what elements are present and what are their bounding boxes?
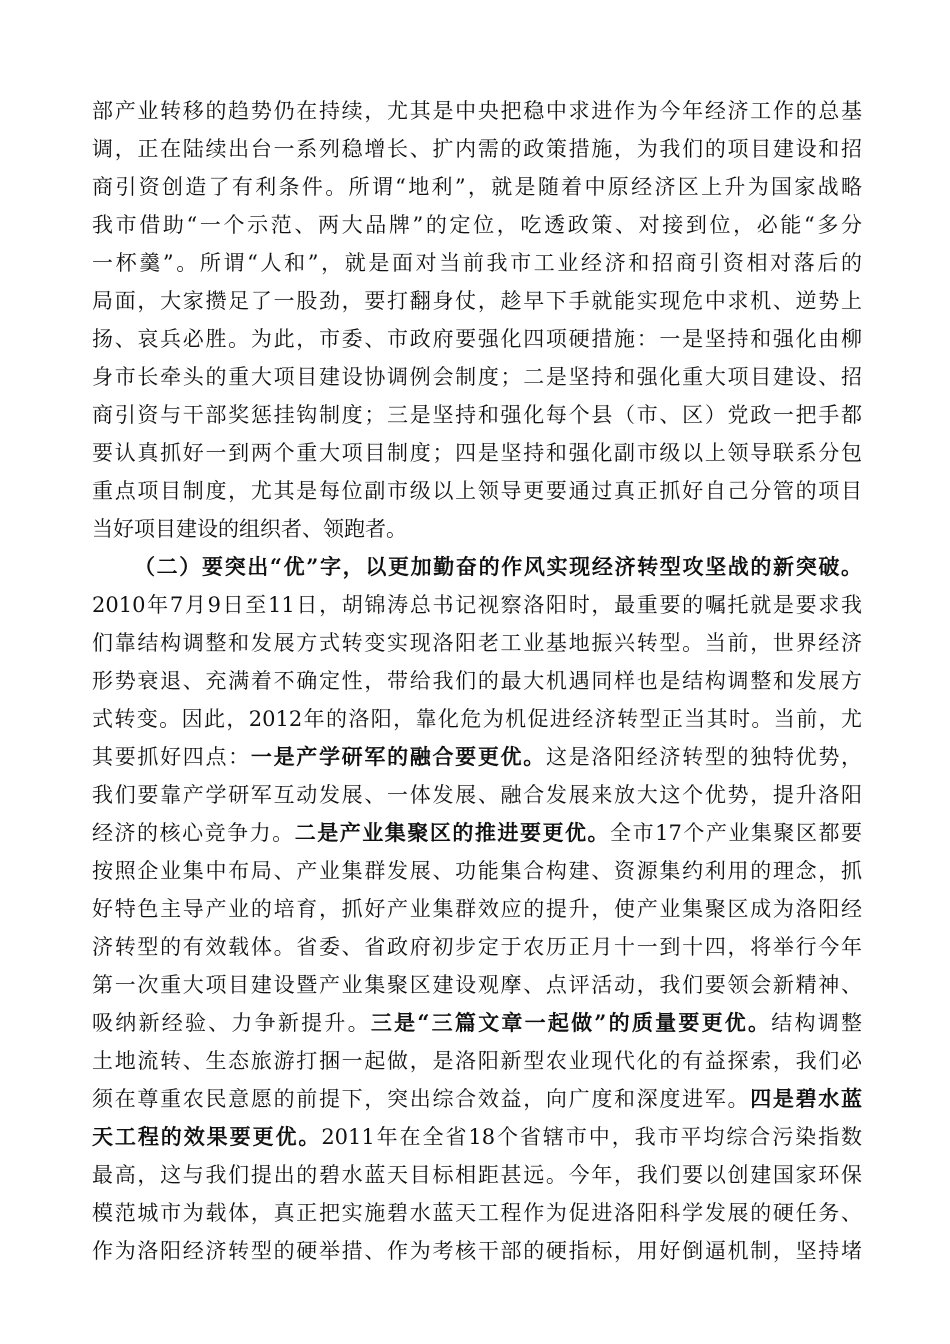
paragraph-line: 局面，大家攒足了一股劲，要打翻身仗，趁早下手就能实现危中求机、逆势上: [92, 289, 862, 313]
paragraph-line: 模范城市为载体，真正把实施碧水蓝天工程作为促进洛阳科学发展的硬任务、: [92, 1201, 862, 1225]
paragraph-line: 我们要靠产学研军互动发展、一体发展、融合发展来放大这个优势，提升洛阳: [92, 783, 862, 807]
section-heading: （二）要突出“优”字，以更加勤奋的作风实现经济转型攻坚战的新突破。: [134, 554, 862, 579]
paragraph-line: 商引资与干部奖惩挂钩制度；三是坚持和强化每个县（市、区）党政一把手都: [92, 403, 862, 427]
paragraph-line: 好特色主导产业的培育，抓好产业集群效应的提升，使产业集聚区成为洛阳经: [92, 897, 862, 921]
paragraph-line: 土地流转、生态旅游打捆一起做，是洛阳新型农业现代化的有益探索，我们必: [92, 1049, 862, 1073]
paragraph-line: 部产业转移的趋势仍在持续，尤其是中央把稳中求进作为今年经济工作的总基: [92, 99, 862, 123]
paragraph-line: 济转型的有效载体。省委、省政府初步定于农历正月十一到十四，将举行今年: [92, 935, 862, 959]
line-text: 全市17个产业集聚区都要: [610, 821, 862, 845]
key-point-heading: 二是产业集聚区的推进要更优。: [294, 820, 611, 845]
paragraph-line: 我市借助“一个示范、两大品牌”的定位，吃透政策、对接到位，必能“多分: [92, 213, 862, 237]
paragraph-line: 商引资创造了有利条件。所谓“地利”，就是随着中原经济区上升为国家战略: [92, 175, 862, 199]
paragraph-line: 形势衰退、充满着不确定性，带给我们的最大机遇同样也是结构调整和发展方: [92, 669, 862, 693]
paragraph-line: 式转变。因此，2012年的洛阳，靠化危为机促进经济转型正当其时。当前，尤: [92, 707, 862, 731]
paragraph-line: [92, 1081, 862, 1117]
line-text: 吸纳新经验、力争新提升。: [92, 1011, 371, 1035]
key-point-heading: 一是产学研军的融合要更优。: [250, 744, 546, 769]
key-point-heading: 三是“三篇文章一起做”的质量要更优。: [370, 1010, 772, 1035]
line-text: 2011年在全省18个省辖市中，我市平均综合污染指数: [321, 1125, 862, 1149]
key-point-heading: 天工程的效果要更优。: [92, 1124, 322, 1149]
line-text: 其要抓好四点：: [92, 745, 251, 769]
line-text: 结构调整: [771, 1011, 862, 1035]
paragraph-line: 扬、哀兵必胜。为此，市委、市政府要强化四项硬措施：一是坚持和强化由柳: [92, 327, 862, 351]
line-text: 经济的核心竞争力。: [92, 821, 295, 845]
paragraph-line: 第一次重大项目建设暨产业集聚区建设观摩、点评活动，我们要领会新精神、: [92, 973, 862, 997]
paragraph-line: 作为洛阳经济转型的硬举措、作为考核干部的硬指标，用好倒逼机制，坚持堵: [92, 1239, 862, 1263]
paragraph-line: 重点项目制度，尤其是每位副市级以上领导更要通过真正抓好自己分管的项目: [92, 479, 862, 503]
paragraph-line: 当好项目建设的组织者、领跑者。: [92, 517, 407, 541]
line-text: 这是洛阳经济转型的独特优势，: [545, 745, 862, 769]
paragraph-line: 要认真抓好一到两个重大项目制度；四是坚持和强化副市级以上领导联系分包: [92, 441, 862, 465]
paragraph-line: [92, 1005, 862, 1041]
paragraph-line: [92, 1119, 862, 1155]
paragraph-line: [92, 739, 862, 775]
paragraph-line: 2010年7月9日至11日，胡锦涛总书记视察洛阳时，最重要的嘱托就是要求我: [92, 593, 862, 617]
key-point-heading: 四是碧水蓝: [750, 1086, 862, 1111]
paragraph-line: 调，正在陆续出台一系列稳增长、扩内需的政策措施，为我们的项目建设和招: [92, 137, 862, 161]
paragraph-line: 一杯羹”。所谓“人和”，就是面对当前我市工业经济和招商引资相对落后的: [92, 251, 862, 275]
paragraph-line: 按照企业集中布局、产业集群发展、功能集合构建、资源集约利用的理念，抓: [92, 859, 862, 883]
paragraph-line: 最高，这与我们提出的碧水蓝天目标相距甚远。今年，我们要以创建国家环保: [92, 1163, 862, 1187]
line-text: 须在尊重农民意愿的前提下，突出综合效益，向广度和深度进军。: [92, 1087, 751, 1111]
paragraph-line: 们靠结构调整和发展方式转变实现洛阳老工业基地振兴转型。当前，世界经济: [92, 631, 862, 655]
paragraph-line: [92, 815, 862, 851]
paragraph-line: 身市长牵头的重大项目建设协调例会制度；二是坚持和强化重大项目建设、招: [92, 365, 862, 389]
